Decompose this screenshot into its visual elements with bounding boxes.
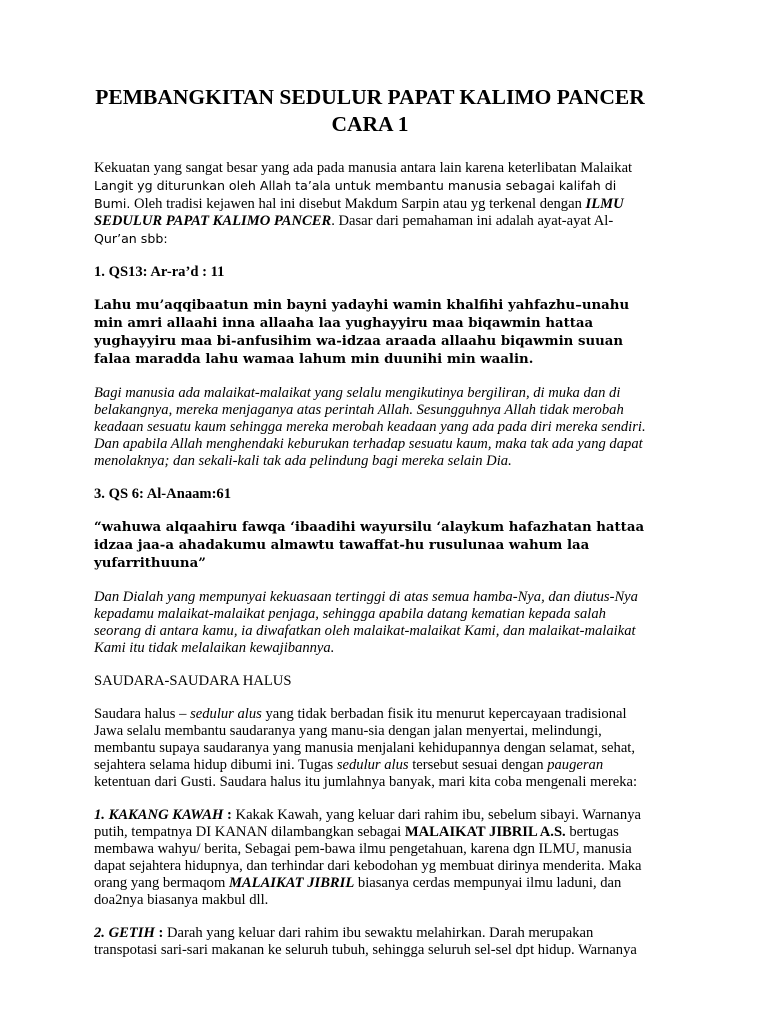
intro-text-5: . Dasar dari pemahaman ini adalah ayat-ayat Al- [331, 213, 614, 229]
item1-text-5: biasanya cerdas mempunyai ilmu laduni, dan doa2nya biasanya makbul dll. [94, 875, 622, 908]
intro-paragraph [94, 160, 646, 248]
ayat2-translation: Dan Dialah yang mempunyai kekuasaan tertinggi di atas semua hamba-Nya, dan diutus-Nya kepadamu malaikat-malaikat penjaga, sehingga apabila datang kematian kepada salah seorang di antara kamu, ia diwafatkan oleh malaikat-malaikat Kami, dan malaikat-malaikat Kami itu tidak melalaikan kewajibannya. [94, 589, 638, 656]
saudara-text-3: yang tidak berbadan fisik itu menurut kepercayaan tradisional Jawa selalu membantu saudaranya yang manu-sia dengan jalan menyertai, melindungi, membantu supaya saudaranya yang manusia menjalani kehidupannya dengan selamat, sehat, sejahtera selama hidup dibumi ini. Tugas [94, 706, 636, 773]
item1-malaikat-jibril-2: MALAIKAT JIBRIL [228, 875, 355, 891]
page-title: PEMBANGKITAN SEDULUR PAPAT KALIMO PANCER CARA 1 [95, 85, 645, 136]
item1-text-1: Kakak Kawah, yang keluar dari rahim ibu, sebelum sibayi. Warnanya putih, tempatnya DI KANAN dilambangkan sebagai [94, 807, 641, 840]
saudara-heading: SAUDARA-SAUDARA HALUS [94, 673, 292, 689]
saudara-term-sedulur-alus-2: sedulur alus [336, 757, 409, 773]
saudara-text-7: ketentuan dari Gusti. Saudara halus itu jumlahnya banyak, mari kita coba mengenali mereka: [94, 774, 638, 790]
item2-colon: : [154, 925, 164, 941]
ayat2-transliteration: “wahuwa alqaahiru fawqa ‘ibaadihi wayursilu ‘alaykum hafazhatan hattaa idzaa jaa-a ahadakumu almawtu tawaffat-hu rusulunaa wahum laa yufarrithuuna” [94, 520, 645, 571]
item1-label: 1. KAKANG KAWAH [94, 807, 224, 823]
item1-colon: : [223, 807, 232, 823]
ayat1-heading: 1. QS13: Ar-ra’d : 11 [94, 264, 225, 280]
saudara-text-5: tersebut sesuai dengan [408, 757, 548, 773]
intro-ilmu-term: ILMU SEDULUR PAPAT KALIMO PANCER [94, 196, 624, 229]
saudara-term-paugeran: paugeran [547, 757, 604, 773]
intro-text-6: Qur’an sbb: [94, 231, 168, 246]
intro-text-1: Kekuatan yang sangat besar yang ada pada manusia antara lain karena keterlibatan Malaikat [94, 160, 633, 176]
item1-text-3: bertugas membawa wahyu/ berita, Sebagai pem-bawa ilmu pengetahuan, karena dgn ILMU, manusia dapat sejahtera hidupnya, dan terhindar dari kebodohan yg membuat dirinya menderita. Maka orang yang bermaqom [94, 824, 642, 891]
ayat1-translation: Bagi manusia ada malaikat-malaikat yang selalu mengikutinya bergiliran, di muka dan di belakangnya, mereka menjaganya atas perintah Allah. Sesungguhnya Allah tidak merobah keadaan sesuatu kaum sehingga mereka merobah keadaan yang ada pada diri mereka sendiri. Dan apabila Allah menghendaki keburukan terhadap sesuatu kaum, maka tak ada yang dapat menolaknya; dan sekali-kali tak ada pelindung bagi mereka selain Dia. [94, 385, 646, 469]
ayat1-transliteration: Lahu mu’aqqibaatun min bayni yadayhi wamin khalfihi yahfazhu–unahu min amri allaahi inna allaaha laa yughayyiru maa biqawmin hattaa yughayyiru maa bi-anfusihim wa-idzaa araada allaahu biqawmin suuan falaa maradda lahu wamaa lahum min duunihi min waalin. [94, 298, 630, 367]
saudara-term-sedulur-alus: sedulur alus [190, 706, 262, 722]
item-getih [94, 925, 646, 959]
item2-text-1: Darah yang keluar dari rahim ibu sewaktu melahirkan. Darah merupakan transpotasi sari-sari makanan ke seluruh tubuh, sehingga seluruh sel-sel dpt hidup. Warnanya [94, 925, 637, 958]
document-body [94, 84, 646, 975]
item2-label: 2. GETIH [94, 925, 155, 941]
intro-text-3: Oleh tradisi kejawen hal ini disebut Makdum Sarpin atau yg terkenal dengan [130, 196, 586, 212]
item1-malaikat-jibril: MALAIKAT JIBRIL A.S. [404, 824, 566, 840]
item-kakang-kawah [94, 807, 646, 909]
saudara-paragraph [94, 706, 646, 791]
intro-text-2: Langit yg diturunkan oleh Allah ta’ala untuk membantu manusia sebagai kalifah di Bumi. [94, 178, 617, 211]
saudara-text-1: Saudara halus – [94, 706, 191, 722]
ayat2-heading: 3. QS 6: Al-Anaam:61 [94, 486, 232, 502]
